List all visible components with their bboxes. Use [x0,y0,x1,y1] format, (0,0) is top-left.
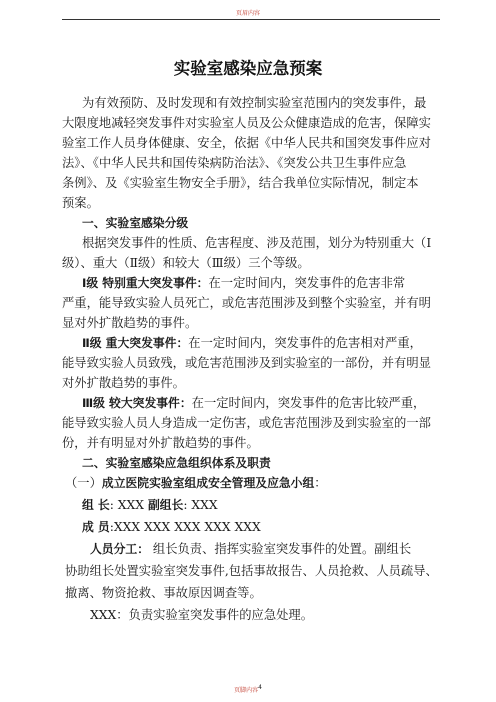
page-footer: 页脚内容$^4$ [234,684,262,694]
body-line: 对外扩散趋势的事件。 [62,376,185,390]
body-line: 根据突发事件的性质、危害程度、涉及范围，划分为特别重大（Ⅰ [82,236,432,250]
body-line: 能导致实验人员人身造成一定伤害，或危害范围涉及到实验室的一部 [62,416,431,430]
subsection-heading: （一）成立医院实验室组成安全管理及应急小组： [65,476,327,490]
page-header: 页眉内容 [235,10,260,17]
body-line: 显对外扩散趋势的事件。 [62,316,198,330]
section-heading: 一、实验室感染分级 [82,216,189,230]
body-line: 能导致实验人员致残，或危害范围涉及到实验室的一部份，并有明显 [62,356,431,370]
body-line: 撤离、物资抢救、事故原因调查等。 [65,586,262,600]
body-line: 份，并有明显对外扩散趋势的事件。 [62,436,259,450]
body-line: 法》、《中华人民共和国传染病防治法》、《突发公共卫生事件应急 [62,156,407,170]
level-2-line: Ⅱ级 重大突发事件：在一定时间内，突发事件的危害相对严重， [82,336,422,350]
level-1-line: Ⅰ级 特别重大突发事件：在一定时间内，突发事件的危害非常 [82,276,406,290]
body-line: 协助组长处置实验室突发事件,包括事故报告、人员抢救、人员疏导、 [65,564,438,578]
body-line: 条例》、及《实验室生物安全手册》，结合我单位实际情况，制定本 [62,176,419,190]
body-line: 预案。 [62,196,99,210]
document-title: 实验室感染应急预案 [173,59,323,78]
body-line: 验室工作人员身体健康、安全，依据《中华人民共和国突发事件应对 [62,136,431,150]
section-heading: 二、实验室感染应急组织体系及职责 [82,456,271,470]
level-3-line: Ⅲ级 较大突发事件：在一定时间内，突发事件的危害比较严重， [82,396,426,410]
body-line: 级）、重大（Ⅱ级）和较大（Ⅲ级）三个等级。 [62,256,310,270]
header-rule [62,19,440,20]
page-number: 4 [258,684,262,691]
body-line: 为有效预防、及时发现和有效控制实验室范围内的突发事件，最 [82,96,427,110]
body-line: 严重，能导致实验人员死亡，或危害范围涉及到整个实验室，并有明 [62,296,431,310]
duty-line: 人员分工： 组长负责、指挥实验室突发事件的处置。副组长 [90,542,412,556]
body-line: 大限度地减轻突发事件对实验室人员及公众健康造成的危害，保障实 [62,116,431,130]
body-line: XXX：负责实验室突发事件的应急处理。 [90,608,314,622]
members-line: 成 员:XXX XXX XXX XXX XXX [82,520,261,534]
leader-line: 组 长: XXX 副组长: XXX [82,498,218,512]
